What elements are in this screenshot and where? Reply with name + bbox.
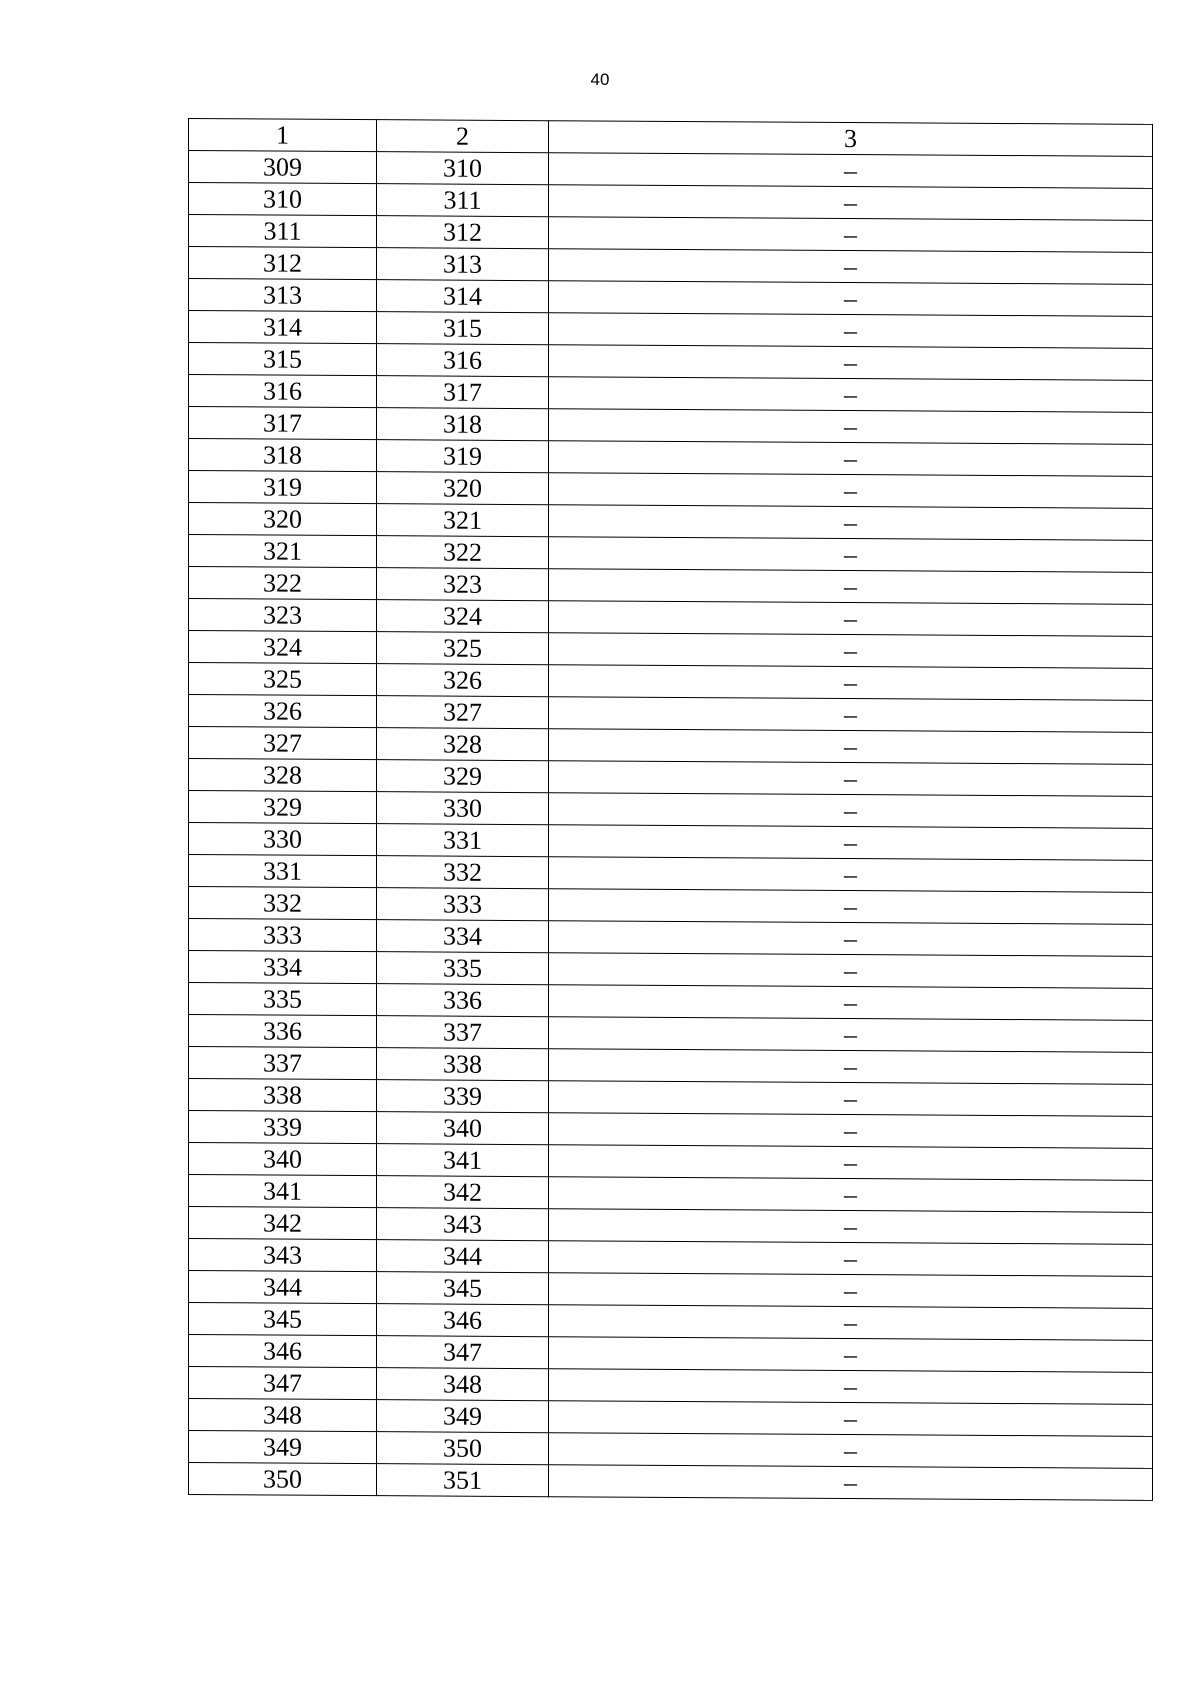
table-cell-col1: 330 [189,823,377,856]
table-cell-col3: – [549,729,1153,765]
table-cell-col3: – [549,1241,1153,1277]
table-cell-col1: 350 [189,1463,377,1496]
table-cell-col1: 343 [189,1239,377,1272]
table-cell-col3: – [549,985,1153,1021]
table-cell-col2: 310 [377,152,549,185]
table-cell-col2: 322 [377,536,549,569]
table-cell-col2: 340 [377,1112,549,1145]
table-cell-col1: 311 [189,215,377,248]
table-cell-col2: 342 [377,1176,549,1209]
table-cell-col2: 315 [377,312,549,345]
table-cell-col2: 317 [377,376,549,409]
table-cell-col3: – [549,281,1153,317]
table-cell-col3: – [549,761,1153,797]
table-cell-col2: 327 [377,696,549,729]
table-cell-col1: 315 [189,343,377,376]
table-row [189,1463,1153,1501]
table-cell-col2: 311 [377,184,549,217]
table-cell-col2: 343 [377,1208,549,1241]
table-cell-col2: 312 [377,216,549,249]
table-cell-col1: 334 [189,951,377,984]
table-cell-col2: 325 [377,632,549,665]
table-cell-col3: – [549,1465,1153,1501]
table-cell-col1: 328 [189,759,377,792]
table-cell-col1: 340 [189,1143,377,1176]
table-cell-col3: – [549,1401,1153,1437]
table-cell-col1: 316 [189,375,377,408]
table-cell-col3: – [549,1081,1153,1117]
table-cell-col2: 338 [377,1048,549,1081]
table-cell-col1: 341 [189,1175,377,1208]
table-cell-col1: 314 [189,311,377,344]
table-cell-col1: 333 [189,919,377,952]
table-cell-col2: 319 [377,440,549,473]
table-cell-col1: 326 [189,695,377,728]
table-cell-col1: 317 [189,407,377,440]
table-cell-col1: 339 [189,1111,377,1144]
table-cell-col2: 350 [377,1432,549,1465]
table-cell-col3: – [549,857,1153,893]
table-cell-col3: – [549,313,1153,349]
table-cell-col3: – [549,345,1153,381]
table-cell-col3: – [549,665,1153,701]
table-cell-col3: – [549,1305,1153,1341]
table-cell-col2: 351 [377,1464,549,1497]
table-cell-col1: 319 [189,471,377,504]
table-cell-col1: 318 [189,439,377,472]
table-cell-col3: – [549,1017,1153,1053]
table-cell-col1: 320 [189,503,377,536]
table-cell-col3: – [549,505,1153,541]
table-cell-col2: 328 [377,728,549,761]
table-cell-col3: – [549,185,1153,221]
table-cell-col3: – [549,1369,1153,1405]
table-cell-col2: 347 [377,1336,549,1369]
table-cell-col1: 332 [189,887,377,920]
table-cell-col3: – [549,409,1153,445]
table-cell-col3: – [549,601,1153,637]
table-cell-col1: 344 [189,1271,377,1304]
table-cell-col1: 348 [189,1399,377,1432]
table-cell-col2: 334 [377,920,549,953]
table-cell-col2: 323 [377,568,549,601]
table-cell-col1: 346 [189,1335,377,1368]
table-cell-col2: 324 [377,600,549,633]
table-cell-col1: 337 [189,1047,377,1080]
table-cell-col2: 339 [377,1080,549,1113]
table-cell-col2: 321 [377,504,549,537]
table-cell-col3: – [549,1049,1153,1085]
table-cell-col1: 309 [189,151,377,184]
column-header-1: 1 [189,119,377,152]
table-cell-col3: – [549,1113,1153,1149]
table-cell-col3: – [549,953,1153,989]
table-cell-col3: – [549,793,1153,829]
table-cell-col2: 345 [377,1272,549,1305]
table-cell-col2: 318 [377,408,549,441]
table-cell-col2: 336 [377,984,549,1017]
page-number: 40 [590,70,610,89]
table-cell-col1: 331 [189,855,377,888]
table-body [189,119,1153,1501]
table-cell-col3: – [549,825,1153,861]
table-cell-col2: 313 [377,248,549,281]
table-cell-col3: – [549,153,1153,189]
table-cell-col1: 345 [189,1303,377,1336]
table-cell-col1: 325 [189,663,377,696]
table-cell-col2: 314 [377,280,549,313]
table-cell-col2: 348 [377,1368,549,1401]
table-cell-col3: – [549,1337,1153,1373]
table-cell-col1: 349 [189,1431,377,1464]
table-cell-col2: 346 [377,1304,549,1337]
table-cell-col1: 335 [189,983,377,1016]
table-cell-col1: 310 [189,183,377,216]
table-cell-col2: 326 [377,664,549,697]
table-cell-col1: 327 [189,727,377,760]
table-cell-col2: 329 [377,760,549,793]
table-cell-col3: – [549,249,1153,285]
table-cell-col2: 349 [377,1400,549,1433]
table-cell-col3: – [549,217,1153,253]
table-cell-col2: 316 [377,344,549,377]
table-cell-col3: – [549,569,1153,605]
table-cell-col2: 330 [377,792,549,825]
table-cell-col3: – [549,537,1153,573]
table-cell-col3: – [549,921,1153,957]
table-cell-col1: 336 [189,1015,377,1048]
table-cell-col1: 347 [189,1367,377,1400]
data-table [188,118,1153,1501]
table-cell-col1: 329 [189,791,377,824]
table-cell-col2: 337 [377,1016,549,1049]
table-cell-col3: – [549,1433,1153,1469]
table-cell-col2: 335 [377,952,549,985]
table-cell-col2: 341 [377,1144,549,1177]
table-cell-col2: 320 [377,472,549,505]
table-cell-col1: 313 [189,279,377,312]
table-cell-col3: – [549,1145,1153,1181]
table-cell-col1: 324 [189,631,377,664]
table-cell-col1: 323 [189,599,377,632]
table-cell-col3: – [549,1209,1153,1245]
table-cell-col2: 333 [377,888,549,921]
column-header-2: 2 [377,120,549,153]
table-cell-col3: – [549,1177,1153,1213]
column-header-3: 3 [549,121,1153,157]
table-cell-col2: 344 [377,1240,549,1273]
table-cell-col3: – [549,473,1153,509]
table-cell-col2: 331 [377,824,549,857]
table-cell-col3: – [549,377,1153,413]
table-cell-col1: 312 [189,247,377,280]
table-cell-col1: 322 [189,567,377,600]
table-cell-col3: – [549,633,1153,669]
table-cell-col2: 332 [377,856,549,889]
table-cell-col3: – [549,1273,1153,1309]
table-cell-col1: 321 [189,535,377,568]
table-cell-col3: – [549,697,1153,733]
table-cell-col1: 342 [189,1207,377,1240]
table-cell-col1: 338 [189,1079,377,1112]
table-cell-col3: – [549,889,1153,925]
table-cell-col3: – [549,441,1153,477]
